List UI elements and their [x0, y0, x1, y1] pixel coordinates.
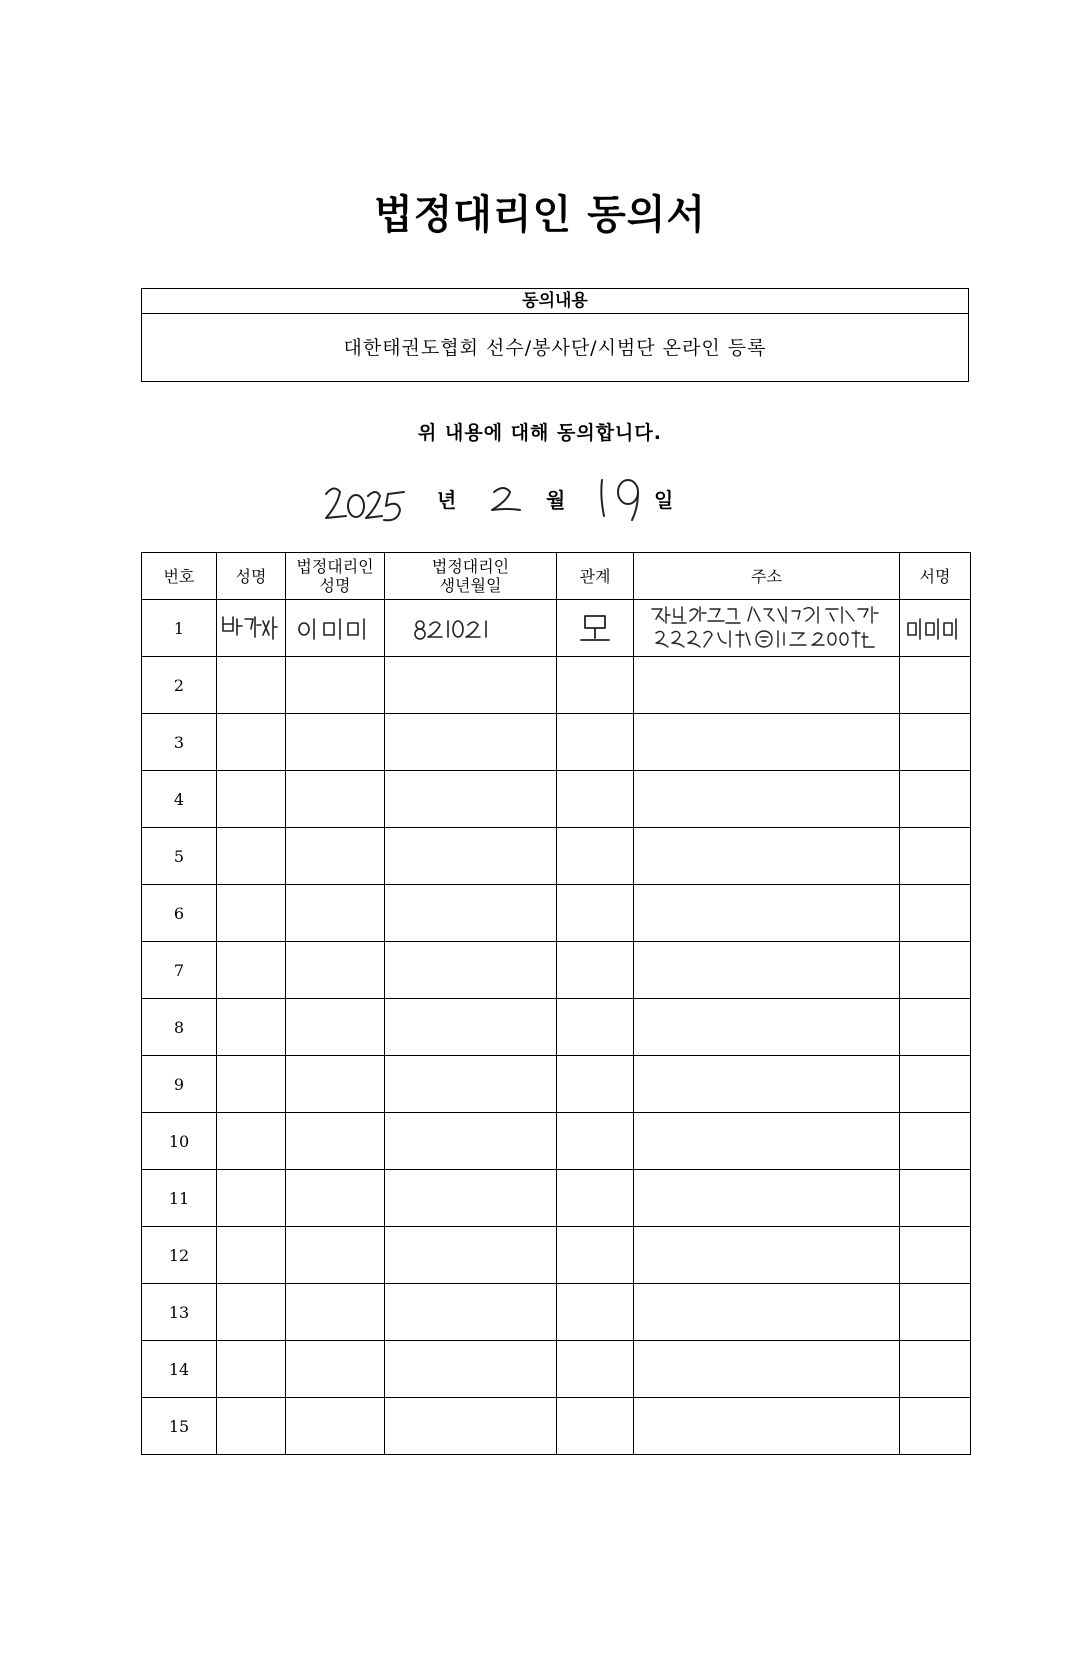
- address-cell[interactable]: [634, 828, 900, 885]
- table-row: [142, 1170, 971, 1227]
- header-relation: 관계: [557, 553, 634, 600]
- guardian-name-cell[interactable]: [286, 885, 385, 942]
- guardian-birth-cell[interactable]: [385, 1284, 557, 1341]
- guardian-name-cell[interactable]: [286, 999, 385, 1056]
- address-cell[interactable]: [634, 942, 900, 999]
- relation-cell[interactable]: [557, 600, 634, 657]
- relation-cell[interactable]: [557, 885, 634, 942]
- handwritten-month[interactable]: [488, 482, 524, 518]
- document-title: 법정대리인 동의서: [373, 192, 707, 238]
- name-cell[interactable]: [217, 999, 286, 1056]
- row-number: 14: [142, 1341, 217, 1398]
- handwritten-day[interactable]: [596, 474, 648, 524]
- name-cell[interactable]: [217, 1113, 286, 1170]
- address-cell[interactable]: [634, 999, 900, 1056]
- name-cell[interactable]: [217, 771, 286, 828]
- relation-cell[interactable]: [557, 1284, 634, 1341]
- guardian-birth-cell[interactable]: [385, 885, 557, 942]
- guardian-birth-cell[interactable]: [385, 828, 557, 885]
- relation-cell[interactable]: [557, 1170, 634, 1227]
- row-number: 5: [142, 828, 217, 885]
- guardian-name-cell[interactable]: [286, 1170, 385, 1227]
- row-number: 10: [142, 1113, 217, 1170]
- name-cell[interactable]: [217, 828, 286, 885]
- year-label: 년: [437, 488, 457, 512]
- header-address: 주소: [634, 553, 900, 600]
- handwritten-signature: [904, 613, 966, 643]
- relation-cell[interactable]: [557, 1398, 634, 1455]
- guardian-name-cell[interactable]: [286, 714, 385, 771]
- signature-cell[interactable]: [900, 1284, 971, 1341]
- row-number: 3: [142, 714, 217, 771]
- table-row: [142, 1056, 971, 1113]
- guardian-birth-cell[interactable]: [385, 657, 557, 714]
- guardian-birth-cell[interactable]: [385, 1227, 557, 1284]
- relation-cell[interactable]: [557, 1113, 634, 1170]
- table-row: [142, 1227, 971, 1284]
- signature-cell[interactable]: [900, 942, 971, 999]
- guardian-name-cell[interactable]: [286, 942, 385, 999]
- signature-cell[interactable]: [900, 1227, 971, 1284]
- signature-cell[interactable]: [900, 1398, 971, 1455]
- row-number: 2: [142, 657, 217, 714]
- signature-cell[interactable]: [900, 999, 971, 1056]
- signature-cell[interactable]: [900, 1170, 971, 1227]
- table-row: [142, 1284, 971, 1341]
- table-row: [142, 1398, 971, 1455]
- row-number: 11: [142, 1170, 217, 1227]
- name-cell[interactable]: [217, 942, 286, 999]
- relation-cell[interactable]: [557, 1227, 634, 1284]
- row-number: 9: [142, 1056, 217, 1113]
- signature-cell[interactable]: [900, 771, 971, 828]
- relation-cell[interactable]: [557, 1056, 634, 1113]
- relation-cell[interactable]: [557, 1341, 634, 1398]
- handwritten-guardian-name: [290, 613, 380, 643]
- header-signature: 서명: [900, 553, 971, 600]
- guardian-name-cell[interactable]: [286, 1056, 385, 1113]
- consent-content: 대한태권도협회 선수/봉사단/시범단 온라인 등록: [343, 337, 767, 359]
- row-number: 12: [142, 1227, 217, 1284]
- address-cell[interactable]: [634, 1170, 900, 1227]
- signature-cell[interactable]: [900, 600, 971, 657]
- table-row: [142, 600, 971, 657]
- row-number: 13: [142, 1284, 217, 1341]
- signature-cell[interactable]: [900, 657, 971, 714]
- signature-cell[interactable]: [900, 1056, 971, 1113]
- address-cell[interactable]: [634, 771, 900, 828]
- table-row: [142, 999, 971, 1056]
- table-row: [142, 942, 971, 999]
- guardian-name-cell[interactable]: [286, 600, 385, 657]
- guardian-birth-cell[interactable]: [385, 600, 557, 657]
- relation-cell[interactable]: [557, 828, 634, 885]
- guardian-name-cell[interactable]: [286, 828, 385, 885]
- name-cell[interactable]: [217, 1056, 286, 1113]
- address-cell[interactable]: [634, 1056, 900, 1113]
- guardian-birth-cell[interactable]: [385, 771, 557, 828]
- guardian-birth-cell[interactable]: [385, 999, 557, 1056]
- table-row: [142, 885, 971, 942]
- signature-cell[interactable]: [900, 1113, 971, 1170]
- address-cell[interactable]: [634, 1398, 900, 1455]
- name-cell[interactable]: [217, 1398, 286, 1455]
- address-cell[interactable]: [634, 1227, 900, 1284]
- relation-cell[interactable]: [557, 771, 634, 828]
- relation-cell[interactable]: [557, 999, 634, 1056]
- header-guardian-birth-line1: 법정대리인: [431, 557, 510, 576]
- header-guardian-birth-line2: 생년월일: [439, 576, 502, 595]
- consent-heading: 동의내용: [142, 289, 968, 314]
- signature-cell[interactable]: [900, 885, 971, 942]
- guardian-birth-cell[interactable]: [385, 942, 557, 999]
- name-cell[interactable]: [217, 1227, 286, 1284]
- row-number: 4: [142, 771, 217, 828]
- header-no: 번호: [142, 553, 217, 600]
- guardian-birth-cell[interactable]: [385, 714, 557, 771]
- name-cell[interactable]: [217, 1341, 286, 1398]
- header-guardian-name-line1: 법정대리인: [296, 557, 374, 576]
- table-row: [142, 828, 971, 885]
- guardian-name-cell[interactable]: [286, 1227, 385, 1284]
- table-header-row: [142, 553, 971, 600]
- date-row: [0, 474, 1080, 534]
- relation-cell[interactable]: [557, 657, 634, 714]
- guardian-birth-cell[interactable]: [385, 1113, 557, 1170]
- address-cell[interactable]: [634, 1341, 900, 1398]
- header-guardian-name: [286, 553, 385, 600]
- row-number: 8: [142, 999, 217, 1056]
- address-cell[interactable]: [634, 1113, 900, 1170]
- relation-cell[interactable]: [557, 942, 634, 999]
- name-cell[interactable]: [217, 885, 286, 942]
- handwritten-birthdate: [396, 613, 546, 643]
- signature-cell[interactable]: [900, 828, 971, 885]
- header-guardian-name-line2: 성명: [319, 576, 351, 595]
- relation-cell[interactable]: [557, 714, 634, 771]
- guardian-name-cell[interactable]: [286, 771, 385, 828]
- day-label: 일: [654, 488, 674, 512]
- guardian-name-cell[interactable]: [286, 1341, 385, 1398]
- name-cell[interactable]: [217, 600, 286, 657]
- table-row: [142, 657, 971, 714]
- row-number: 1: [142, 600, 217, 657]
- handwritten-name: [219, 611, 283, 645]
- guardian-birth-cell[interactable]: [385, 1170, 557, 1227]
- name-cell[interactable]: [217, 714, 286, 771]
- guardian-birth-cell[interactable]: [385, 1341, 557, 1398]
- agree-statement: 위 내용에 대해 동의합니다.: [418, 422, 662, 444]
- signature-cell[interactable]: [900, 1341, 971, 1398]
- table-row: [142, 771, 971, 828]
- consent-box: [141, 288, 969, 382]
- guardian-birth-cell[interactable]: [385, 1056, 557, 1113]
- header-name: 성명: [217, 553, 286, 600]
- table-row: [142, 714, 971, 771]
- guardian-name-cell[interactable]: [286, 657, 385, 714]
- guardian-table: [141, 552, 971, 1455]
- table-row: [142, 1113, 971, 1170]
- guardian-name-cell[interactable]: [286, 1284, 385, 1341]
- name-cell[interactable]: [217, 1170, 286, 1227]
- row-number: 7: [142, 942, 217, 999]
- address-cell[interactable]: [634, 885, 900, 942]
- handwritten-address: [642, 603, 892, 653]
- guardian-name-cell[interactable]: [286, 1113, 385, 1170]
- handwritten-relation: [575, 610, 615, 646]
- name-cell[interactable]: [217, 657, 286, 714]
- name-cell[interactable]: [217, 1284, 286, 1341]
- signature-cell[interactable]: [900, 714, 971, 771]
- guardian-name-cell[interactable]: [286, 1398, 385, 1455]
- address-cell[interactable]: [634, 1284, 900, 1341]
- address-cell[interactable]: [634, 600, 900, 657]
- row-number: 6: [142, 885, 217, 942]
- handwritten-year[interactable]: [322, 480, 418, 526]
- month-label: 월: [546, 488, 566, 512]
- guardian-birth-cell[interactable]: [385, 1398, 557, 1455]
- address-cell[interactable]: [634, 714, 900, 771]
- header-guardian-birth: [385, 553, 557, 600]
- table-row: [142, 1341, 971, 1398]
- address-cell[interactable]: [634, 657, 900, 714]
- row-number: 15: [142, 1398, 217, 1455]
